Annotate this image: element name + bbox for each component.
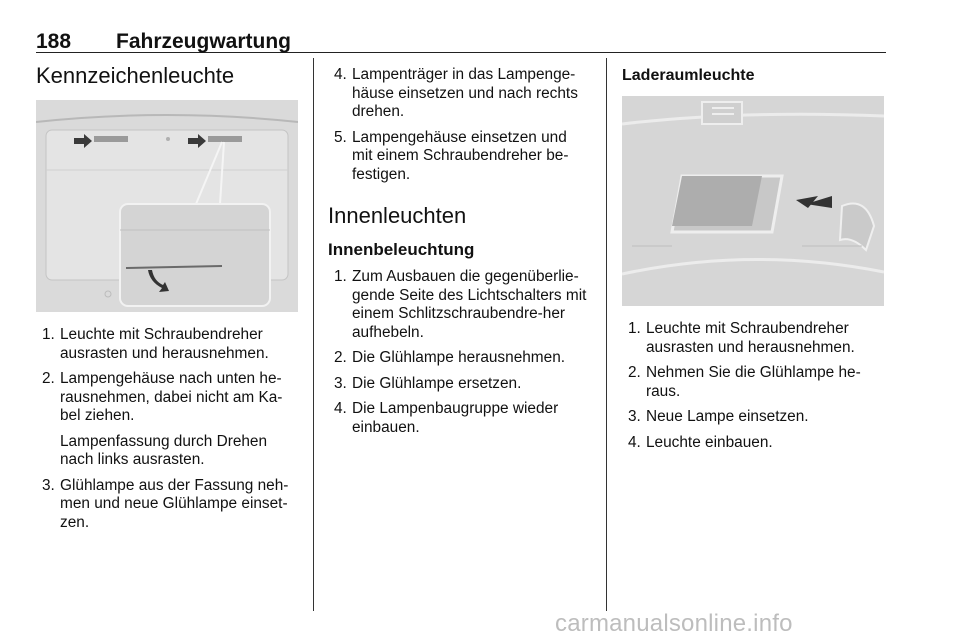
page-header	[36, 30, 886, 53]
license-plate-light-illustration	[36, 100, 298, 312]
cargo-light-illustration	[622, 96, 884, 306]
column-divider-right	[606, 58, 607, 611]
list-item: 1. Leuchte mit Schraubendreher ausrasten und herausnehmen.	[628, 320, 855, 356]
page-number: 188	[36, 30, 72, 53]
running-title: Fahrzeugwartung	[116, 30, 292, 53]
list-item: 3. Glühlampe aus der Fassung neh-men und neue Glühlampe einset-zen.	[42, 476, 289, 531]
list-item: 2. Nehmen Sie die Glühlampe he-raus.	[628, 364, 861, 400]
section-heading-laderaumleuchte: Laderaumleuchte	[622, 67, 755, 84]
column-license-plate-light	[36, 58, 300, 539]
steps-list	[36, 326, 300, 532]
column-divider-left	[313, 58, 314, 611]
list-item: 1. Leuchte mit Schraubendreher ausrasten und herausnehmen.	[42, 326, 269, 362]
list-item: 3. Neue Lampe einsetzen.	[628, 408, 809, 425]
list-item: 4. Die Lampenbaugruppe wieder einbauen.	[334, 400, 559, 436]
list-item: 1. Zum Ausbauen die gegenüberlie-gende Seite des Lichtschalters mit einem Schlitzschraubendre-her aufhebeln.	[334, 268, 587, 341]
list-item: 4. Leuchte einbauen.	[628, 433, 773, 451]
section-heading-innenleuchten: Innenleuchten	[328, 203, 467, 228]
list-item: 3. Die Glühlampe ersetzen.	[334, 374, 522, 392]
section-heading-kennzeichenleuchte: Kennzeichenleuchte	[36, 63, 235, 88]
list-item: 4. Lampenträger in das Lampenge-häuse einsetzen und nach rechts drehen.	[334, 66, 578, 120]
list-item: 2. Lampengehäuse nach unten he-rausnehmen, dabei nicht am Ka-bel ziehen. Lampenfassung durch Drehen nach links ausrasten.	[36, 370, 300, 470]
column-cargo-light	[622, 58, 886, 459]
watermark: carmanualsonline.info	[555, 610, 793, 637]
steps-list	[622, 320, 886, 452]
column-interior-lights	[328, 58, 590, 444]
steps-list-continued	[328, 66, 590, 184]
list-item: 5. Lampengehäuse einsetzen und mit einem Schraubendreher be-festigen.	[334, 128, 569, 183]
steps-list	[328, 268, 590, 437]
list-item: 2. Die Glühlampe herausnehmen.	[334, 349, 566, 366]
step-note: Lampenfassung durch Drehen nach links ausrasten.	[60, 432, 268, 468]
subsection-heading-innenbeleuchtung: Innenbeleuchtung	[328, 240, 475, 259]
